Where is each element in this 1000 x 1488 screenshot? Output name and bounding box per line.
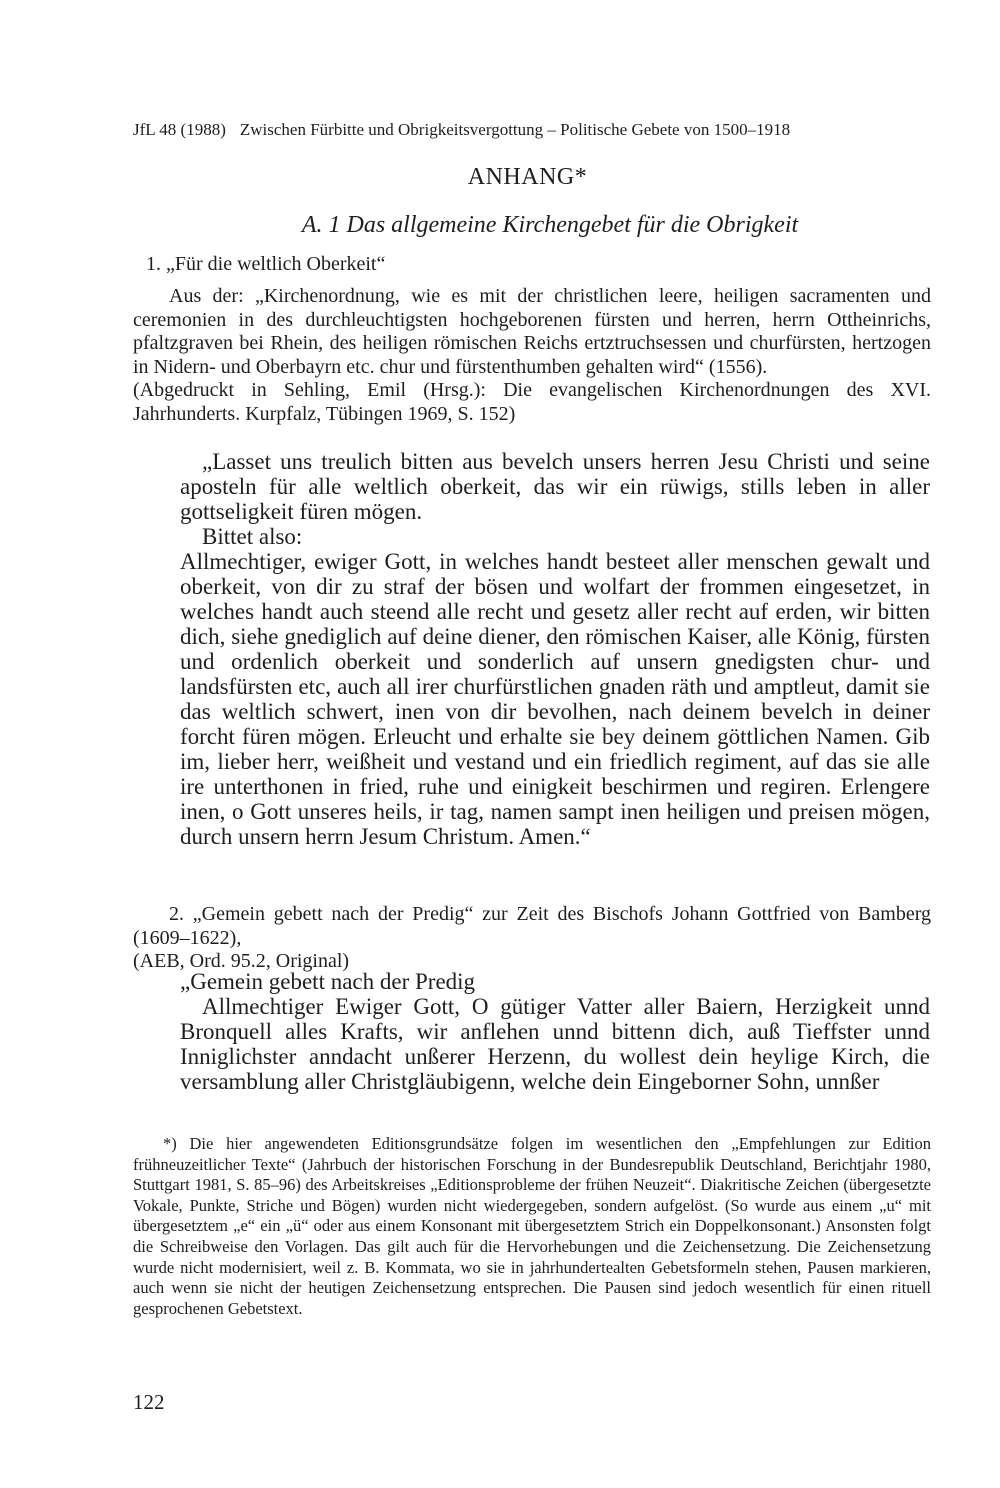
section1-quote: [180, 449, 930, 849]
running-head: [133, 118, 933, 142]
section-subheading: A. 1 Das allgemeine Kirchengebet für die Obrigkeit: [301, 212, 799, 238]
journal-citation: JfL 48 (1988): [133, 120, 226, 139]
page-number: 122: [133, 1390, 165, 1414]
section1-source-block: [133, 285, 931, 426]
section1-quote-intro: „Lasset uns treulich bitten aus bevelch unsers herren Jesu Christi und seine aposteln für alle weltlich oberkeit, das wir ein rüwigs, stills leben in aller gottseligkeit füren mögen.: [180, 449, 930, 524]
footnote: [133, 1134, 931, 1319]
section2-quote: [180, 969, 930, 1094]
section1-quote-bittet: Bittet also:: [202, 524, 303, 549]
section1-source: Aus der: „Kirchenordnung, wie es mit der christlichen leere, heiligen sacramenten und ceremonien in des durchleuchtigsten hochgeborenen fürsten und herren, herrn Ottheinrichs, pfaltzgraven bei Rhein, des heiligen römischen Reichs ertztruchsessen und churfürsten, hertzogen in Nidern- und Oberbayrn etc. chur und fürstenthumben gehalten wird“ (1556).: [133, 285, 931, 378]
section1-quote-prayer: Allmechtiger, ewiger Gott, in welches handt besteet aller menschen gewalt und oberkeit, von dir zu straf der bösen und wolfart der frommen eingesetzet, in welches handt auch steend alle recht und gesetz aller recht auf erden, wir bitten dich, siehe gnediglich auf deine diener, den römischen Kaiser, alle König, fürsten und ordenlich oberkeit und sonderlich auf unsern gnedigsten chur- und landsfürsten etc, auch all irer churfürstlichen gnaden räth und amptleut, damit sie das weltlich schwert, inen von dir bevolhen, nach deinem bevelch in deiner forcht füren mögen. Erleucht und erhalte sie bey deinem göttlichen Namen. Gib im, lieber herr, weißheit und vestand und ein friedlich regiment, auf das sie alle ire unterthonen in fried, ruhe und einigkeit beschirmen und regiren. Erlengere inen, o Gott unseres heils, ir tag, namen sampt inen heiligen und preisen mögen, durch unsern herrn Jesum Christum. Amen.“: [180, 549, 930, 849]
article-title: Zwischen Fürbitte und Obrigkeitsvergottung – Politische Gebete von 1500–1918: [239, 120, 791, 139]
footnote-text: *) Die hier angewendeten Editionsgrundsätze folgen im wesentlichen den „Empfehlungen zur Edition frühneuzeitlicher Texte“ (Jahrbuch der historischen Forschung in der Bundesrepublik Deutschland, Berichtjahr 1980, Stuttgart 1981, S. 85–96) des Arbeitskreises „Editionsprobleme der frühen Neuzeit“. Diakritische Zeichen (übergesetzte Vokale, Punkte, Striche und Bögen) wurden nicht wiedergegeben, sondern aufgelöst. (So wurde aus einem „u“ mit übergesetztem „e“ ein „ü“ oder aus einem Konsonant mit übergesetztem Strich ein Doppelkonsonant.) Ansonsten folgt die Schreibweise den Vorlagen. Das gilt auch für die Hervorhebungen und die Zeichensetzung. Die Zeichensetzung wurde nicht modernisiert, weil z. B. Kommata, wo sie in jahrhundertealten Gebetsformeln stehen, Pausen markieren, auch wenn sie nicht der heutigen Zeichensetzung entsprechen. Die Pausen sind jedoch wesentlich für einen rituell gesprochenen Gebetstext.: [133, 1134, 931, 1318]
section2-quote-prayer: Allmechtiger Ewiger Gott, O gütiger Vatter aller Baiern, Herzigkeit unnd Bronquell alles Krafts, wir anflehen unnd bittenn dich, auß Tieffster unnd Inniglichster anndacht unßerer Herzenn, du wollest dein heylige Kirch, die versamblung aller Christgläubigenn, welche dein Eingeborner Sohn, unnßer: [180, 994, 930, 1094]
section2-header: [133, 903, 931, 974]
section2-title: 2. „Gemein gebett nach der Predig“ zur Zeit des Bischofs Johann Gottfried von Bamberg (1609–1622),: [133, 903, 931, 949]
section1-title: 1. „Für die weltlich Oberkeit“: [146, 253, 386, 275]
section1-reprint: (Abgedruckt in Sehling, Emil (Hrsg.): Die evangelischen Kirchenordnungen des XVI. Jahrhunderts. Kurpfalz, Tübingen 1969, S. 152): [133, 379, 931, 425]
section2-quote-title: „Gemein gebett nach der Predig: [180, 969, 476, 994]
section2-source: (AEB, Ord. 95.2, Original): [133, 950, 350, 972]
appendix-heading: ANHANG*: [467, 164, 588, 190]
